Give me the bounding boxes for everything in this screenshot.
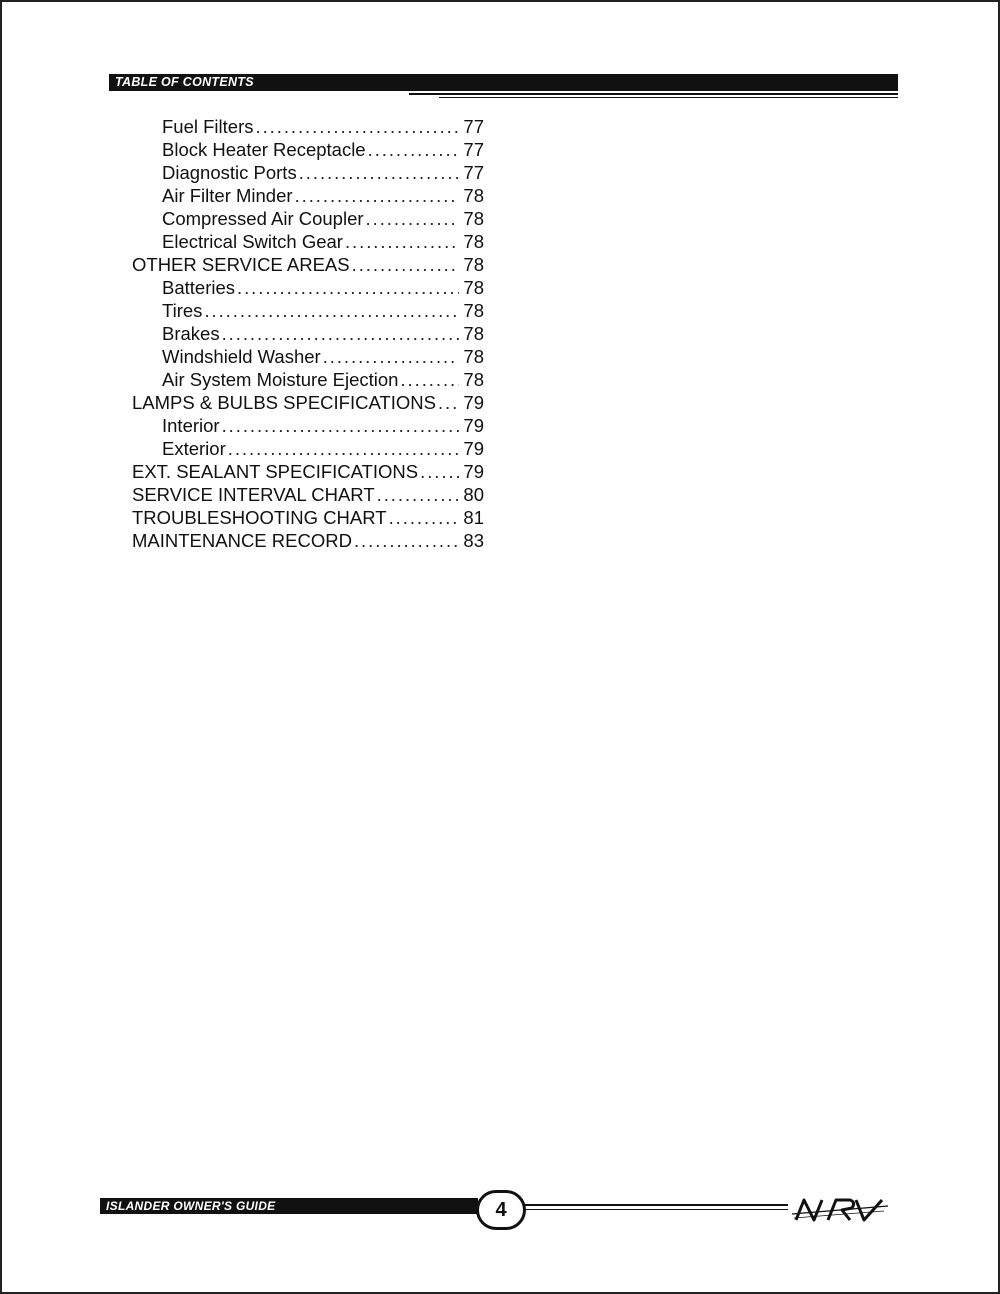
toc-entry-page: 81 <box>463 507 484 528</box>
toc-entry-page: 78 <box>463 277 484 298</box>
toc-dot-leader <box>323 345 459 368</box>
header-title: TABLE OF CONTENTS <box>115 75 254 89</box>
header-rule-thin <box>439 97 898 98</box>
table-of-contents <box>132 115 484 552</box>
toc-entry-page: 77 <box>463 162 484 183</box>
toc-dot-leader <box>354 529 459 552</box>
page-header <box>109 74 898 100</box>
toc-entry-label: Compressed Air Coupler <box>162 208 364 229</box>
toc-entry-page: 78 <box>463 346 484 367</box>
toc-entry-page: 78 <box>463 300 484 321</box>
toc-entry <box>132 322 484 345</box>
toc-entry-label: Interior <box>162 415 220 436</box>
toc-entry <box>132 529 484 552</box>
toc-entry-label: SERVICE INTERVAL CHART <box>132 484 375 505</box>
toc-entry <box>132 253 484 276</box>
toc-dot-leader <box>420 460 459 483</box>
toc-dot-leader <box>256 115 460 138</box>
toc-entry-label: Block Heater Receptacle <box>162 139 366 160</box>
toc-dot-leader <box>299 161 459 184</box>
toc-entry-label: LAMPS & BULBS SPECIFICATIONS <box>132 392 436 413</box>
toc-entry-label: TROUBLESHOOTING CHART <box>132 507 387 528</box>
toc-entry-page: 80 <box>463 484 484 505</box>
toc-dot-leader <box>389 506 459 529</box>
toc-entry-label: Electrical Switch Gear <box>162 231 343 252</box>
toc-dot-leader <box>204 299 459 322</box>
toc-entry-label: Fuel Filters <box>162 116 254 137</box>
toc-entry-label: OTHER SERVICE AREAS <box>132 254 350 275</box>
toc-entry-page: 79 <box>463 415 484 436</box>
toc-entry-page: 79 <box>463 392 484 413</box>
toc-dot-leader <box>366 207 459 230</box>
toc-dot-leader <box>352 253 459 276</box>
toc-entry <box>132 115 484 138</box>
toc-entry-page: 78 <box>463 323 484 344</box>
page-footer <box>100 1190 900 1230</box>
toc-entry <box>132 414 484 437</box>
toc-entry-page: 78 <box>463 254 484 275</box>
footer-title: ISLANDER OWNER'S GUIDE <box>106 1199 276 1213</box>
toc-dot-leader <box>438 391 459 414</box>
toc-entry-label: Exterior <box>162 438 226 459</box>
toc-dot-leader <box>222 414 459 437</box>
toc-entry-label: Tires <box>162 300 203 321</box>
toc-dot-leader <box>237 276 459 299</box>
toc-entry-page: 78 <box>463 185 484 206</box>
toc-entry <box>132 506 484 529</box>
toc-dot-leader <box>400 368 459 391</box>
header-rule <box>409 93 898 95</box>
toc-entry-label: Diagnostic Ports <box>162 162 297 183</box>
toc-dot-leader <box>345 230 459 253</box>
toc-entry-page: 79 <box>463 461 484 482</box>
toc-entry <box>132 138 484 161</box>
nrv-logo <box>792 1194 892 1226</box>
toc-entry <box>132 368 484 391</box>
toc-entry-label: Air System Moisture Ejection <box>162 369 399 390</box>
toc-entry-page: 78 <box>463 369 484 390</box>
toc-entry-page: 77 <box>463 116 484 137</box>
toc-entry-label: Brakes <box>162 323 220 344</box>
toc-dot-leader <box>295 184 459 207</box>
toc-entry-page: 77 <box>463 139 484 160</box>
toc-entry-label: Air Filter Minder <box>162 185 293 206</box>
toc-entry <box>132 345 484 368</box>
page-number: 4 <box>476 1190 526 1230</box>
toc-entry <box>132 276 484 299</box>
toc-entry <box>132 299 484 322</box>
toc-entry-page: 79 <box>463 438 484 459</box>
toc-entry <box>132 391 484 414</box>
toc-entry <box>132 460 484 483</box>
toc-entry-label: EXT. SEALANT SPECIFICATIONS <box>132 461 419 482</box>
toc-entry <box>132 207 484 230</box>
toc-dot-leader <box>377 483 459 506</box>
toc-entry-page: 78 <box>463 231 484 252</box>
toc-entry <box>132 161 484 184</box>
toc-entry <box>132 483 484 506</box>
toc-entry <box>132 437 484 460</box>
toc-dot-leader <box>222 322 459 345</box>
toc-dot-leader <box>368 138 459 161</box>
toc-entry <box>132 230 484 253</box>
toc-dot-leader <box>228 437 459 460</box>
toc-entry-label: Windshield Washer <box>162 346 321 367</box>
toc-entry-page: 78 <box>463 208 484 229</box>
toc-entry-label: MAINTENANCE RECORD <box>132 530 352 551</box>
toc-entry-page: 83 <box>463 530 484 551</box>
toc-entry <box>132 184 484 207</box>
toc-entry-label: Batteries <box>162 277 236 298</box>
